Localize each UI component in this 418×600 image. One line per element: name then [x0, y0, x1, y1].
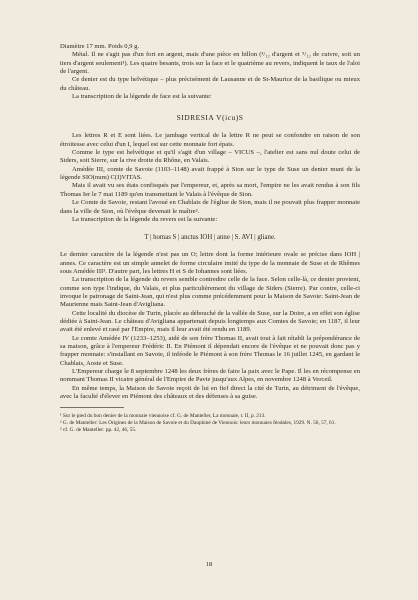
paragraph-metal: Métal. Il ne s'agit pas d'un fort en argent, mais d'une pièce en billon (³/₁₂ d'argent et ⁹/₁₂ de cuivre, soit un tiers d'argent seulement¹). Les quatre besants, trois sur la face et le quatrième au revers, indiquent le taux de l'aloi de l'argent. [60, 51, 360, 76]
paragraph-type: Ce denier est du type helvétique – plus précisément de Lausanne et de St-Maurice de la basilique ou mieux du château. [60, 76, 360, 92]
paragraph-amedee: Amédée III, comte de Savoie (1103–1148) avait frappé à Sion sur le type de Suse un denier muni de la légende SIO(num) C(I)VITAS. [60, 165, 360, 182]
footnote-rule [60, 407, 124, 410]
paragraph-contradiction: La transcription de la légende du revers semble contredire celle de la face. Selon celle-là, ce denier provient, comme son type l'indique, du Valais, et plus particulièrement du village de Siders (Sierre). Par contre, celle-ci invoque le patronage de Saint-Jean, qui n'est plus comme précédemment pour la Maison de Savoie: Saint-Jean de Maurienne mais Saint-Jean d'Avigliana. [60, 276, 360, 309]
paragraph-transcription-intro: La transcription de la légende de face est la suivante: [72, 93, 212, 101]
paragraph-turin: En même temps, la Maison de Savoie reçoit de lui en fief direct la cité de Turin, au détriment de l'évêque, avec la faculté d'élever en Piémont des châteaux et des défenses à sa guise. [60, 384, 360, 401]
paragraph-dimensions: Diamètre 17 mm. Poids 0,9 g. [60, 43, 140, 50]
paragraph-comte: Le Comte de Savoie, restant l'avoué en Chablais de l'église de Sion, mais il ne pouvait plus frapper monnaie dans la ville de Sion, où l'évêque devenait le maître². [60, 199, 360, 215]
legend-face: SIDRESIA V(icu)S [176, 113, 244, 123]
body-text [60, 43, 360, 401]
paragraph-empire: Mais il avait vu ses états confisqués par l'empereur, et, après sa mort, l'empire ne les avait rendus à son fils Thomas Ier le 7 mai 1189 qu'en transmettant le Valais à l'évêque de Sion. [60, 182, 360, 198]
paragraph-amedee-iv: Le comte Amédée IV (1233–1253), aidé de son frère Thomas II, avait tout à fait rétabli la prépondérance de sa maison, grâce à l'empereur Frédéric II. En Piémont il dépendait encore de l'évêque et ne pouvait donc pas y frapper monnaie: s'installant en Savoie, il inféode le Piémont à son frère Thomas le 16 juillet 1245, en gardant le Chablais, Aoste et Suse. [60, 334, 360, 367]
legend-reverse: T | homas S | anctus IOH | anne | S. AVI | gliane. [144, 234, 276, 242]
page-number: 18 [205, 561, 213, 568]
paragraph-reverse-intro: La transcription de la légende du revers est la suivante: [72, 215, 218, 223]
footnotes [60, 413, 360, 433]
paragraph-helvetic: Comme le type est helvétique et qu'il s'agit d'un village – VICUS –, l'atelier est sans nul doute celui de Siders, soit Sierre, sur la rive droite du Rhône, en Valais. [60, 149, 360, 165]
footnote-1: ¹ Sur le pied du bon denier de la monnaie viennoise cf. G. de Manteller, La monnaie, t. II, p. 213. [60, 413, 266, 420]
paragraph-letters: Les lettres R et E sont liées. Le jambage vertical de la lettre R ne peut se confondre en raison de son étroitesse avec celui d'un I, lequel est sur cette monnaie fort épais. [60, 132, 360, 148]
footnote-2: ² G. de Manteller: Les Origines de la Maison de Savoie et du Dauphiné de Viennois: leurs monnaies féodales, 1929. N. 56, 57, 61. [60, 420, 336, 427]
paragraph-last-character: Le dernier caractère de la légende n'est pas un O; lettre dont la forme intérieure ovale se précise dans IOH | annes. Ce caractère est un simple annelet de forme circulaire imité du type de la monnaie de Suse et de Rhêmes sous Amédée III³. D'autre part, les lettres H et S de Iohannes sont liées. [60, 251, 360, 275]
paragraph-avigliana: Cette localité du diocèse de Turin, placée au débouché de la vallée de Suse, sur la Doire, a en effet son église dédiée à Saint-Jean. Le château d'Avigliana appartenait depuis longtemps aux Comtes de Savoie; en 1187, il leur avait été enlevé et rasé par l'Empire, mais il leur avait été rendu en 1189. [60, 309, 360, 334]
paragraph-emperor: L'Empereur charge le 8 septembre 1248 les deux frères de faire la paix avec le Pape. Il les en récompense en nommant Thomas II vicaire général de l'Empire de Pavie jusqu'aux Alpes, en novembre 1248 à Verceil. [60, 368, 360, 384]
footnote-3: ³ cf. G. de Manteller: pp. 42, 46, 55. [60, 426, 137, 433]
